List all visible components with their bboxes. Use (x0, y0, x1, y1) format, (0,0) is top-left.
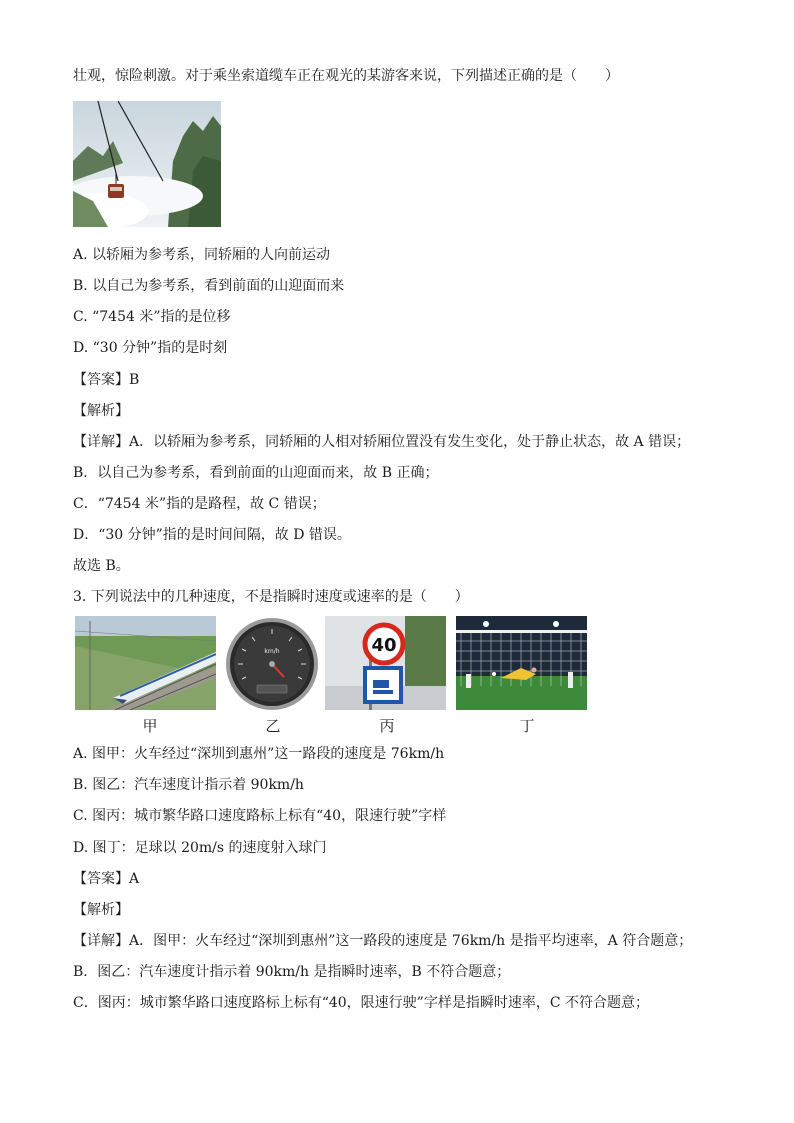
q3-option-b: B. 图乙：汽车速度计指示着 90km/h (73, 777, 304, 793)
q3-option-d: D. 图丁：足球以 20m/s 的速度射入球门 (73, 840, 327, 856)
q2-detail-a: 【详解】A．以轿厢为参考系，同轿厢的人相对轿厢位置没有发生变化，处于静止状态，故 A 错误； (73, 434, 691, 450)
q2-option-c: C. “7454 米”指的是位移 (73, 309, 231, 325)
q3-stem: 3. 下列说法中的几种速度，不是指瞬时速度或速率的是（ ） (73, 589, 469, 605)
q3-analysis-title: 【解析】 (73, 902, 129, 918)
caption-bing: 丙 (379, 717, 395, 735)
q2-detail-c: C．“7454 米”指的是路程，故 C 错误； (73, 496, 326, 512)
speedometer-unit: km/h (264, 648, 280, 655)
speedometer-photo (222, 617, 323, 711)
q2-option-a: A. 以轿厢为参考系，同轿厢的人向前运动 (73, 247, 331, 263)
train-photo (75, 616, 216, 710)
q2-detail-b: B．以自己为参考系，看到前面的山迎面而来，故 B 正确； (73, 465, 439, 481)
caption-ding: 丁 (519, 717, 535, 735)
caption-yi: 乙 (265, 717, 281, 735)
q2-option-d: D. “30 分钟”指的是时刻 (73, 340, 228, 356)
speed-sign-value: 40 (371, 635, 397, 656)
q2-answer: 【答案】B (73, 372, 140, 388)
speed-limit-sign-photo (325, 616, 446, 710)
q3-detail-b: B．图乙：汽车速度计指示着 90km/h 是指瞬时速率，B 不符合题意； (73, 964, 511, 980)
q2-conclusion: 故选 B。 (73, 558, 130, 574)
q3-detail-c: C．图丙：城市繁华路口速度路标上标有“40，限速行驶”字样是指瞬时速率，C 不符合题意； (73, 995, 650, 1011)
q3-detail-a: 【详解】A．图甲：火车经过“深圳到惠州”这一路段的速度是 76km/h 是指平均速率，A 符合题意； (73, 933, 693, 949)
q2-detail-d: D．“30 分钟”指的是时间间隔，故 D 错误。 (73, 527, 351, 543)
q3-option-c: C. 图丙：城市繁华路口速度路标上标有“40，限速行驶”字样 (73, 808, 447, 824)
q3-answer: 【答案】A (73, 871, 140, 887)
caption-jia: 甲 (142, 717, 158, 735)
q2-analysis-title: 【解析】 (73, 403, 129, 419)
cable-car-photo (73, 101, 221, 227)
q2-option-b: B. 以自己为参考系，看到前面的山迎面而来 (73, 278, 345, 294)
q3-option-a: A. 图甲：火车经过“深圳到惠州”这一路段的速度是 76km/h (73, 746, 445, 762)
q2-stem: 壮观，惊险刺激。对于乘坐索道缆车正在观光的某游客来说，下列描述正确的是（ ） (73, 68, 619, 84)
football-goal-photo (456, 616, 587, 710)
